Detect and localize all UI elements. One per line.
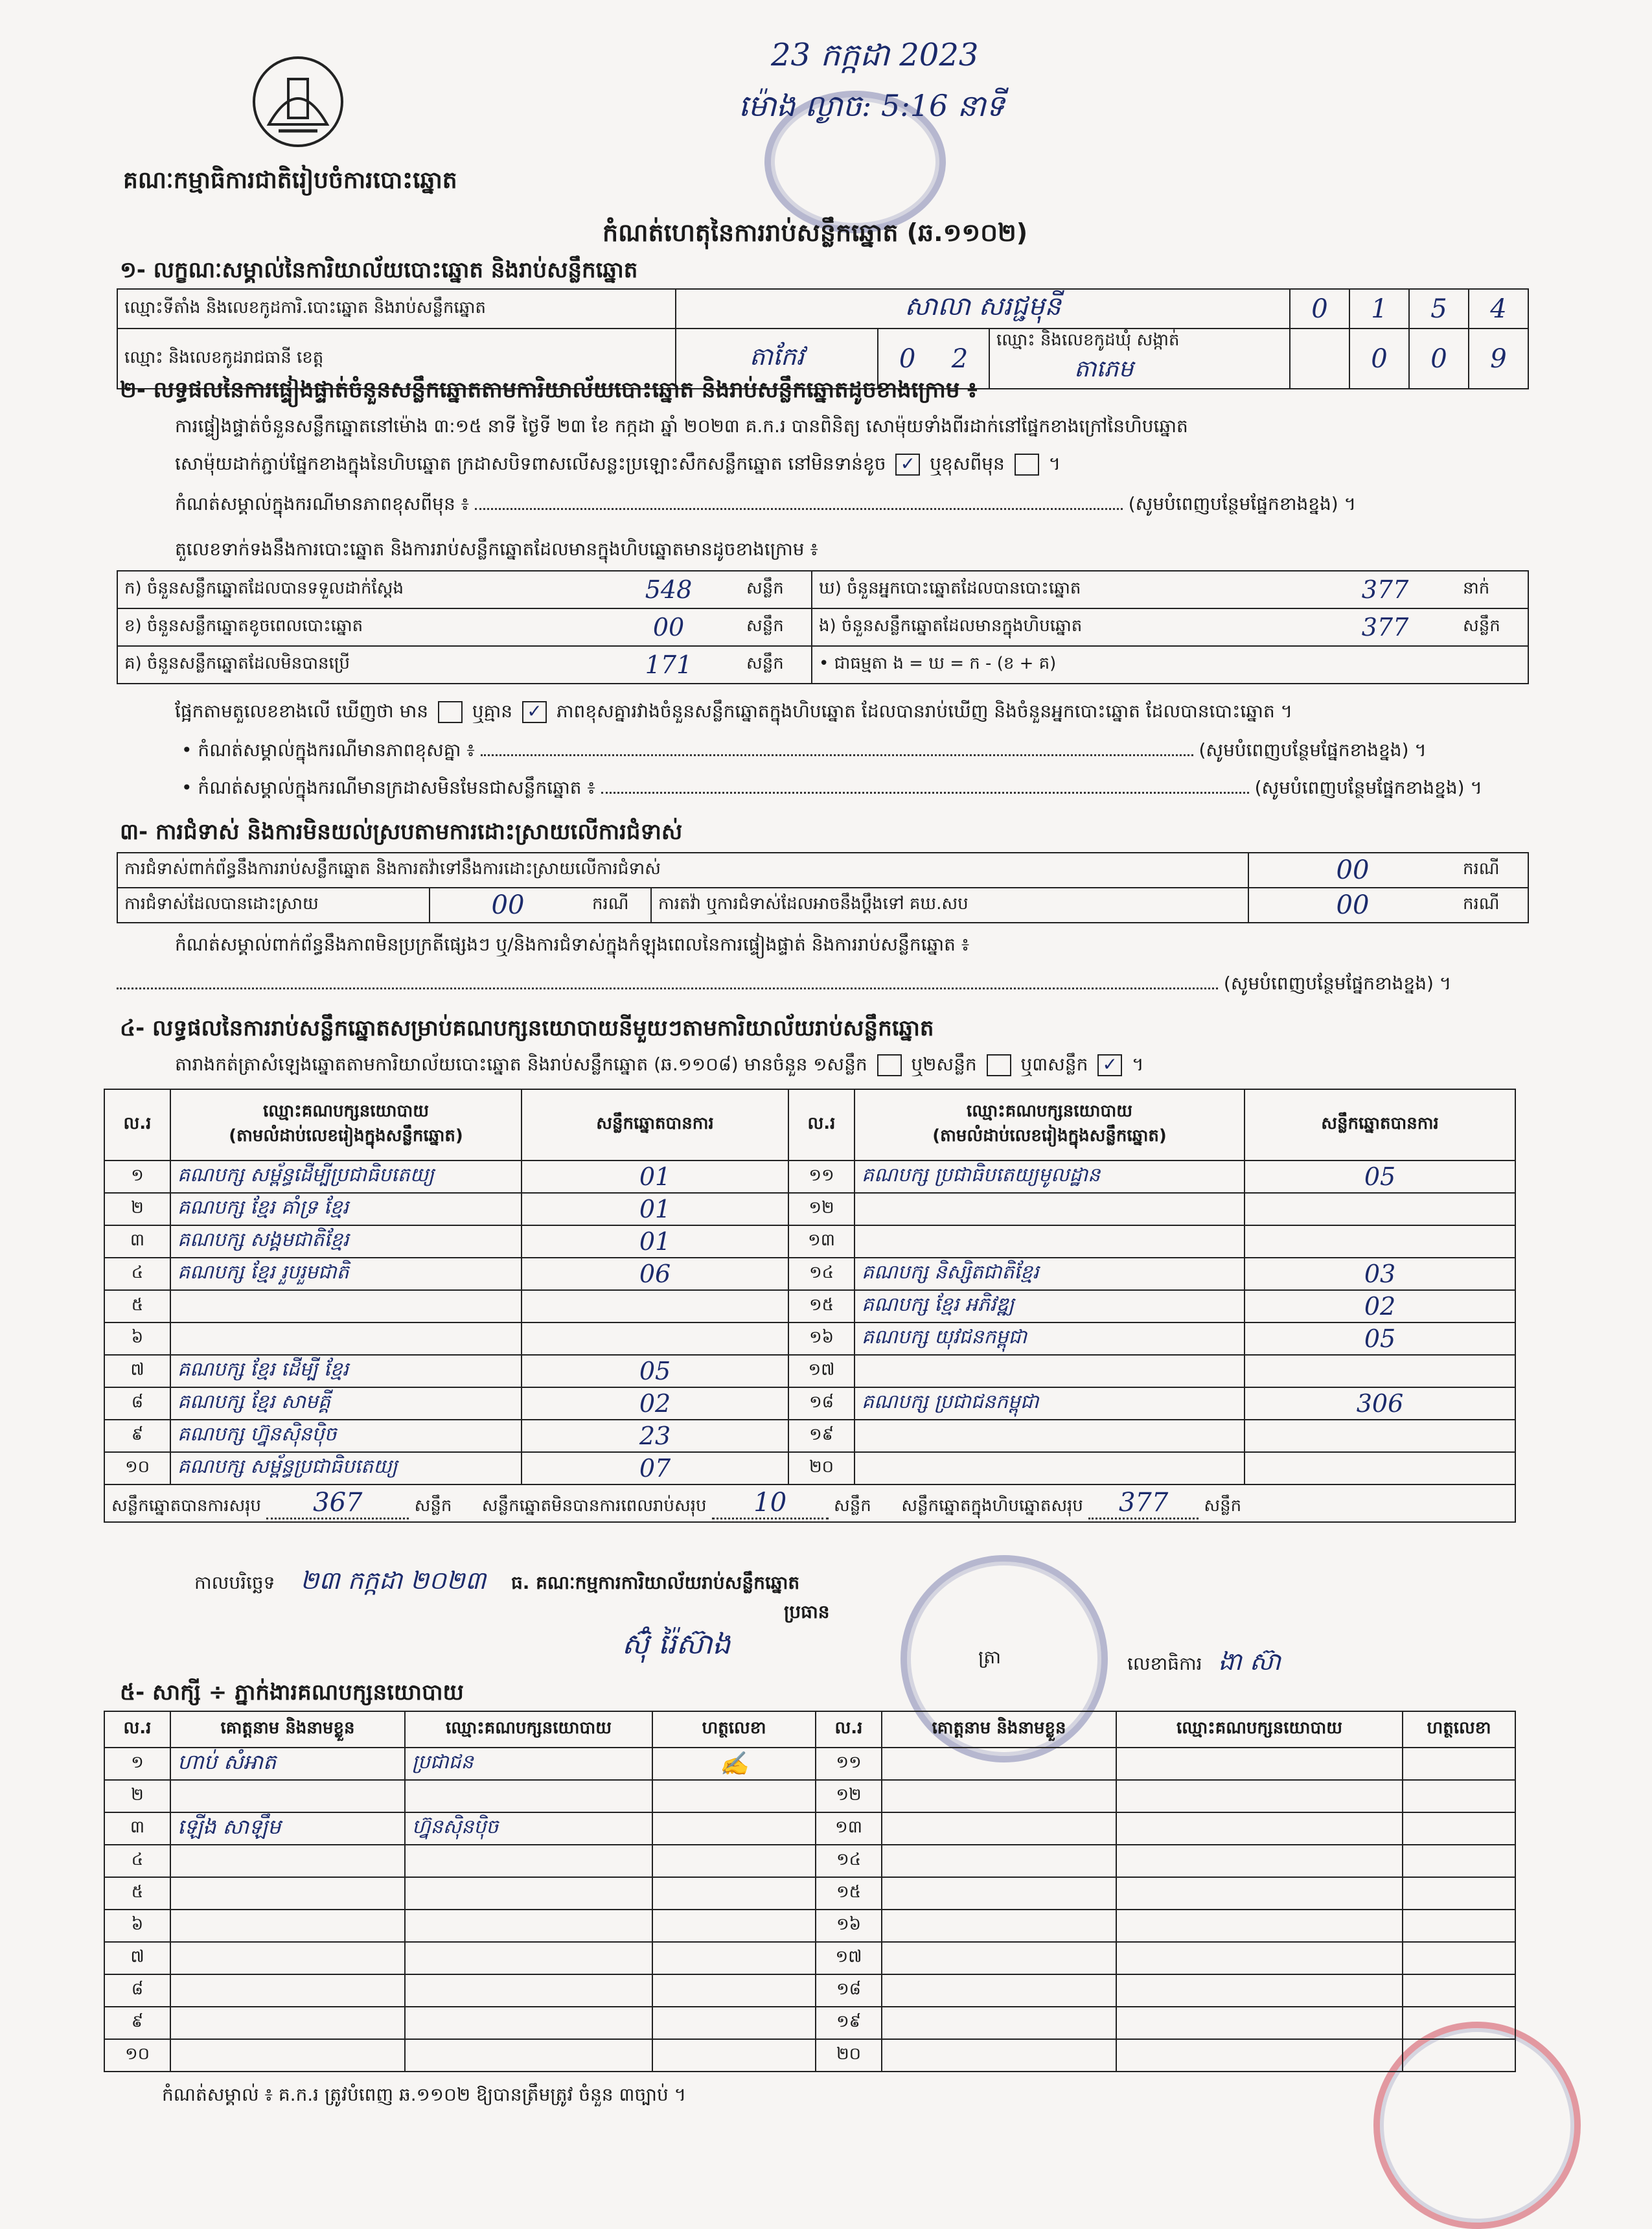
party-name bbox=[855, 1355, 1245, 1387]
party-name: គណបក្ស ប្រជាធិបតេយ្យមូលដ្ឋាន bbox=[855, 1161, 1245, 1193]
witness-party bbox=[1116, 1877, 1403, 1910]
total-valid: 367 bbox=[266, 1488, 409, 1519]
counts-row bbox=[117, 571, 1528, 608]
witness-party bbox=[405, 1780, 652, 1812]
w-col-party-right: ឈ្មោះគណបក្សនយោបាយ bbox=[1116, 1711, 1403, 1748]
table-row bbox=[104, 1258, 1515, 1290]
col-votes-right: សន្លឹកឆ្នោតបានការ bbox=[1245, 1089, 1515, 1161]
section2-para2-text: សោម៉ុយដាក់ភ្ជាប់ផ្នែកខាងក្នុងនៃហិបឆ្នោត ក្រដាសបិទពាសលើសន្លះប្រឡោះសឹកសន្លឹកឆ្នោត នៅមិនទាន់ខូច bbox=[175, 453, 886, 474]
note3-label: • កំណត់សម្គាល់ក្នុងករណីមានក្រដាសមិនមែនជាសន្លឹកឆ្នោត ៖ bbox=[181, 777, 595, 798]
count-unit-b: នាក់ bbox=[1456, 571, 1528, 608]
compare-label: ផ្អែកតាមតួលេខខាងលើ ឃើញថា មាន bbox=[175, 700, 429, 722]
count-unit-b: សន្លឹក bbox=[1456, 608, 1528, 646]
total-invalid: 10 bbox=[712, 1488, 829, 1519]
witness-party bbox=[1116, 1845, 1403, 1877]
table-row bbox=[104, 1290, 1515, 1322]
w-col-no-left: ល.រ bbox=[104, 1711, 170, 1748]
party-name bbox=[855, 1225, 1245, 1258]
witness-name bbox=[170, 1974, 405, 2007]
party-name bbox=[855, 1420, 1245, 1452]
commune-code-2: 0 bbox=[1409, 329, 1469, 389]
table-row bbox=[104, 1225, 1515, 1258]
section3-note: កំណត់សម្គាល់ពាក់ព័ន្ធនឹងភាពមិនប្រក្រតីផ្សេងៗ ឬ/និងការជំទាស់ក្នុងកំឡុងពេលនៃការផ្ទៀងផ្ទាត់ និងការរាប់សន្លឹកឆ្នោត ៖ bbox=[175, 934, 970, 955]
col-party-left-title: ឈ្មោះគណបក្សនយោបាយ bbox=[263, 1102, 429, 1121]
party-votes: 03 bbox=[1245, 1258, 1515, 1290]
table-row bbox=[104, 2007, 1515, 2039]
objection-row1-unit: ករណី bbox=[1456, 853, 1528, 888]
secretary-line bbox=[1127, 1646, 1281, 1682]
witness-signature bbox=[1403, 1780, 1515, 1812]
done-date: ២៣ កក្កដា ២០២៣ bbox=[300, 1566, 487, 1595]
party-no: ១០ bbox=[104, 1452, 170, 1484]
witness-name bbox=[170, 1780, 405, 1812]
party-no: ១៨ bbox=[788, 1387, 855, 1420]
witness-name bbox=[170, 1942, 405, 1974]
party-votes bbox=[522, 1322, 788, 1355]
party-votes bbox=[1245, 1420, 1515, 1452]
party-no: ១៩ bbox=[788, 1420, 855, 1452]
location-code-1: 0 bbox=[1290, 289, 1349, 329]
party-no: ១ bbox=[104, 1161, 170, 1193]
section2-para1: ការផ្ទៀងផ្ទាត់ចំនួនសន្លឹកឆ្នោតនៅម៉ោង ៣:១៥ នាទី ថ្ងៃទី ២៣ ខែ កក្កដា ឆ្នាំ ២០២៣ គ.ក.រ បានពិនិត្យ សោម៉ុយទាំងពីរដាក់នៅផ្នែកខាងក្រៅនៃហិបឆ្នោត bbox=[175, 415, 1188, 437]
objection-row2-value-b: 00 bbox=[1248, 888, 1456, 923]
seal-label: ត្រា bbox=[978, 1646, 1001, 1668]
party-name: គណបក្ស ហ្វ៊ុនស៊ិនប៉ិច bbox=[170, 1420, 522, 1452]
party-no: ១៧ bbox=[788, 1355, 855, 1387]
objection-row2-unit-b: ករណី bbox=[1456, 888, 1528, 923]
witness-name bbox=[882, 1748, 1116, 1780]
table-row bbox=[104, 1387, 1515, 1420]
count-unit: សន្លឹក bbox=[740, 571, 812, 608]
witness-no: ១៣ bbox=[816, 1812, 882, 1845]
section4-title: ៤- លទ្ធផលនៃការរាប់សន្លឹកឆ្នោតសម្រាប់គណបក្សនយោបាយនីមួយៗតាមការិយាល័យរាប់សន្លឹកឆ្នោត bbox=[120, 1015, 934, 1041]
count-value-b: 377 bbox=[1314, 608, 1456, 646]
witness-party bbox=[1116, 1942, 1403, 1974]
note1-field[interactable] bbox=[475, 508, 1123, 510]
location-code-3: 5 bbox=[1409, 289, 1469, 329]
section4-intro: តារាងកត់ត្រាសំឡេងឆ្នោតតាមការិយាល័យបោះឆ្នោត និងរាប់សន្លឹកឆ្នោត (ឆ.១១០៨) មានចំនួន ១សន្លឹក ឬ២សន្លឹក ឬ៣សន្លឹក ✓ ។ bbox=[175, 1054, 1144, 1075]
party-no: ១៥ bbox=[788, 1290, 855, 1322]
party-name: គណបក្ស ខ្មែរ អភិវឌ្ឍ bbox=[855, 1290, 1245, 1322]
table-row bbox=[104, 1910, 1515, 1942]
witness-no: ៤ bbox=[104, 1845, 170, 1877]
party-name: គណបក្ស ខ្មែរ គាំទ្រ ខ្មែរ bbox=[170, 1193, 522, 1225]
witness-no: ១ bbox=[104, 1748, 170, 1780]
count-label-b: ង) ចំនួនសន្លឹកឆ្នោតដែលមានក្នុងហិបឆ្នោត bbox=[812, 608, 1314, 646]
w-col-name-right: គោត្តនាម និងនាមខ្លួន bbox=[882, 1711, 1116, 1748]
party-votes bbox=[522, 1290, 788, 1322]
party-name: គណបក្ស សម្ព័ន្ធប្រជាធិបតេយ្យ bbox=[170, 1452, 522, 1484]
witness-no: ១២ bbox=[816, 1780, 882, 1812]
section3-fill: (សូមបំពេញបន្ថែមផ្នែកខាងខ្នង) ។ bbox=[1223, 973, 1452, 994]
seal-intact-checkbox[interactable]: ✓ bbox=[895, 454, 920, 476]
count-value: 548 bbox=[597, 571, 740, 608]
witness-party bbox=[405, 1845, 652, 1877]
section2-compare bbox=[175, 700, 1292, 726]
witness-name bbox=[882, 2039, 1116, 2072]
party-no: ៩ bbox=[104, 1420, 170, 1452]
col-party-right bbox=[855, 1089, 1245, 1161]
w-col-sign-right: ហត្ថលេខា bbox=[1403, 1711, 1515, 1748]
secretary-name: ងា ស៊ា bbox=[1218, 1647, 1281, 1676]
w-col-sign-left: ហត្ថលេខា bbox=[652, 1711, 816, 1748]
objection-row2-unit: ករណី bbox=[586, 888, 651, 923]
party-name: គណបក្ស សម្ព័ន្ធដើម្បីប្រជាធិបតេយ្យ bbox=[170, 1161, 522, 1193]
note2-label: • កំណត់សម្គាល់ក្នុងករណីមានភាពខុសគ្នា ៖ bbox=[181, 739, 475, 761]
party-name bbox=[855, 1193, 1245, 1225]
table-row bbox=[104, 1748, 1515, 1780]
chair-signature: ស៊ុំ រ៉ៃស៊ាង bbox=[622, 1628, 731, 1661]
witness-no: ១៥ bbox=[816, 1877, 882, 1910]
total-box-unit: សន្លឹក bbox=[1204, 1496, 1242, 1516]
count-label: គ) ចំនួនសន្លឹកឆ្នោតដែលមិនបានប្រើ bbox=[117, 646, 597, 684]
two-sheets-checkbox[interactable] bbox=[987, 1054, 1011, 1076]
witness-no: ១៦ bbox=[816, 1910, 882, 1942]
witness-no: ១៩ bbox=[816, 2007, 882, 2039]
table-row bbox=[104, 1193, 1515, 1225]
committee-name: គណៈកម្មាធិការជាតិរៀបចំការបោះឆ្នោត bbox=[123, 167, 457, 194]
commune-code-1: 0 bbox=[1349, 329, 1409, 389]
party-name: គណបក្ស និស្សិតជាតិខ្មែរ bbox=[855, 1258, 1245, 1290]
handwritten-date: 23 កក្កដា 2023 bbox=[771, 37, 979, 73]
witness-signature bbox=[1403, 1942, 1515, 1974]
witness-name bbox=[170, 1910, 405, 1942]
no-difference-checkbox[interactable]: ✓ bbox=[522, 701, 547, 723]
objection-row2-value: 00 bbox=[430, 888, 586, 923]
location-code-4: 4 bbox=[1469, 289, 1528, 329]
table-row bbox=[104, 1161, 1515, 1193]
witness-signature bbox=[1403, 1877, 1515, 1910]
witness-name bbox=[882, 1942, 1116, 1974]
witness-party bbox=[1116, 1812, 1403, 1845]
commune-label-text: ឈ្មោះ និងលេខកូដឃុំ សង្កាត់ bbox=[996, 330, 1180, 350]
col-no-left: ល.រ bbox=[104, 1089, 170, 1161]
col-party-left bbox=[170, 1089, 522, 1161]
party-votes: 07 bbox=[522, 1452, 788, 1484]
table-row bbox=[104, 1322, 1515, 1355]
counts-row bbox=[117, 608, 1528, 646]
count-value: 171 bbox=[597, 646, 740, 684]
party-votes: 05 bbox=[522, 1355, 788, 1387]
objection-table bbox=[117, 852, 1529, 923]
done-line bbox=[194, 1565, 799, 1601]
intro-text: តារាងកត់ត្រាសំឡេងឆ្នោតតាមការិយាល័យបោះឆ្នោត និងរាប់សន្លឹកឆ្នោត (ឆ.១១០៨) មានចំនួន ១សន្លឹក bbox=[175, 1054, 867, 1075]
footer-note: កំណត់សម្គាល់ ៖ គ.ក.រ ត្រូវបំពេញ ឆ.១១០២ ឱ្យបានត្រឹមត្រូវ ចំនួន ៣ច្បាប់ ។ bbox=[162, 2084, 687, 2105]
count-label-b: • ជាធម្មតា ង = ឃ = ក - (ខ + គ) bbox=[812, 646, 1314, 684]
table-row bbox=[104, 1812, 1515, 1845]
witness-no: ៣ bbox=[104, 1812, 170, 1845]
two-sheets-label: ឬ២សន្លឹក bbox=[911, 1054, 977, 1075]
section2-title: ២- លទ្ធផលនៃការផ្ទៀងផ្ទាត់ចំនួនសន្លឹកឆ្នោតតាមការិយាល័យបោះឆ្នោត និងរាប់សន្លឹកឆ្នោតដូចខាងក្រោម ៖ bbox=[120, 377, 978, 403]
total-valid-label: សន្លឹកឆ្នោតបានការសរុប bbox=[111, 1496, 262, 1516]
party-no: ១៦ bbox=[788, 1322, 855, 1355]
witness-name bbox=[882, 2007, 1116, 2039]
witness-signature bbox=[652, 2039, 816, 2072]
party-name bbox=[170, 1322, 522, 1355]
note2-field[interactable] bbox=[481, 754, 1193, 756]
count-label: ខ) ចំនួនសន្លឹកឆ្នោតខូចពេលបោះឆ្នោត bbox=[117, 608, 597, 646]
party-no: ៨ bbox=[104, 1387, 170, 1420]
witness-name bbox=[882, 1910, 1116, 1942]
witness-name: ហាប់ សំអាត bbox=[170, 1748, 405, 1780]
witness-party bbox=[1116, 1748, 1403, 1780]
witness-party bbox=[405, 1942, 652, 1974]
compare-text: ភាពខុសគ្នារវាងចំនួនសន្លឹកឆ្នោតក្នុងហិបឆ្នោត ដែលបានរាប់ឃើញ និងចំនួនអ្នកបោះឆ្នោត ដែលបានបោះឆ្នោត ។ bbox=[556, 700, 1293, 722]
table-row bbox=[104, 2039, 1515, 2072]
col-party-right-sub: (តាមលំដាប់លេខរៀងក្នុងសន្លឹកឆ្នោត) bbox=[932, 1126, 1167, 1146]
objection-row1-label: ការជំទាស់ពាក់ព័ន្ធនឹងការរាប់សន្លឹកឆ្នោត និងការតវ៉ាទៅនឹងការដោះស្រាយលើការជំទាស់ bbox=[117, 853, 1248, 888]
witness-party bbox=[405, 2007, 652, 2039]
witness-party: ប្រជាជន bbox=[405, 1748, 652, 1780]
party-votes: 01 bbox=[522, 1193, 788, 1225]
witness-party bbox=[405, 1910, 652, 1942]
has-difference-checkbox[interactable] bbox=[438, 701, 463, 723]
witness-signature bbox=[652, 1845, 816, 1877]
w-col-party-left: ឈ្មោះគណបក្សនយោបាយ bbox=[405, 1711, 652, 1748]
party-no: ២ bbox=[104, 1193, 170, 1225]
national-emblem-icon bbox=[249, 53, 347, 150]
table-row bbox=[104, 1974, 1515, 2007]
objection-row2-label: ការជំទាស់ដែលបានដោះស្រាយ bbox=[117, 888, 430, 923]
col-no-right: ល.រ bbox=[788, 1089, 855, 1161]
section5-title: ៥- សាក្សី ÷ ភ្នាក់ងារគណបក្សនយោបាយ bbox=[120, 1680, 464, 1705]
count-label: ក) ចំនួនសន្លឹកឆ្នោតដែលបានទទួលដាក់ស្តែង bbox=[117, 571, 597, 608]
col-party-left-sub: (តាមលំដាប់លេខរៀងក្នុងសន្លឹកឆ្នោត) bbox=[229, 1126, 463, 1146]
witness-signature: ✍ bbox=[652, 1748, 816, 1780]
chair-label: ប្រធាន bbox=[784, 1601, 830, 1623]
location-code-2: 1 bbox=[1349, 289, 1409, 329]
witness-signature bbox=[1403, 2039, 1515, 2072]
witness-no: ៨ bbox=[104, 1974, 170, 2007]
note3-field[interactable] bbox=[601, 792, 1249, 794]
results-table bbox=[104, 1089, 1516, 1523]
party-no: ៣ bbox=[104, 1225, 170, 1258]
party-name: គណបក្ស យុវជនកម្ពុជា bbox=[855, 1322, 1245, 1355]
party-votes: 01 bbox=[522, 1225, 788, 1258]
table-row bbox=[104, 1942, 1515, 1974]
note2-fill: (សូមបំពេញបន្ថែមផ្នែកខាងខ្នង) ។ bbox=[1199, 739, 1427, 761]
secretary-label: លេខាធិការ bbox=[1127, 1653, 1202, 1674]
witness-signature bbox=[1403, 1748, 1515, 1780]
w-col-no-right: ល.រ bbox=[816, 1711, 882, 1748]
total-invalid-label: សន្លឹកឆ្នោតមិនបានការពេលរាប់សរុប bbox=[481, 1496, 707, 1516]
section3-title: ៣- ការជំទាស់ និងការមិនយល់ស្របតាមការដោះស្រាយលើការជំទាស់ bbox=[120, 819, 683, 845]
table-row bbox=[104, 1780, 1515, 1812]
witness-signature bbox=[1403, 1845, 1515, 1877]
witness-party bbox=[1116, 1974, 1403, 2007]
witness-signature bbox=[652, 1780, 816, 1812]
party-name: គណបក្ស ខ្មែរ ដើម្បី ខ្មែរ bbox=[170, 1355, 522, 1387]
witness-signature bbox=[1403, 2007, 1515, 2039]
count-unit: សន្លឹក bbox=[740, 646, 812, 684]
witness-party bbox=[405, 1974, 652, 2007]
handwritten-time: ម៉ោង ល្ងាច: 5:16 នាទី bbox=[739, 88, 1005, 123]
witness-name bbox=[882, 1974, 1116, 2007]
witness-no: ២ bbox=[104, 1780, 170, 1812]
three-sheets-label: ឬ៣សន្លឹក bbox=[1020, 1054, 1088, 1075]
table-row bbox=[104, 1355, 1515, 1387]
board-label: ធ. គណៈកម្មការការិយាល័យរាប់សន្លឹកឆ្នោត bbox=[511, 1572, 800, 1593]
party-votes: 02 bbox=[1245, 1290, 1515, 1322]
witness-no: ១០ bbox=[104, 2039, 170, 2072]
witness-name bbox=[170, 1845, 405, 1877]
objection-row2-label-b: ការតវ៉ា ឬការជំទាស់ដែលអាចនឹងប្តឹងទៅ គឃ.សប bbox=[651, 888, 1248, 923]
count-value-b: 377 bbox=[1314, 571, 1456, 608]
col-votes-left: សន្លឹកឆ្នោតបានការ bbox=[522, 1089, 788, 1161]
section1-table bbox=[117, 288, 1529, 389]
total-box: 377 bbox=[1088, 1488, 1199, 1519]
table-row bbox=[104, 1420, 1515, 1452]
witness-party bbox=[1116, 1910, 1403, 1942]
witness-party bbox=[1116, 1780, 1403, 1812]
witness-no: ២០ bbox=[816, 2039, 882, 2072]
witness-signature bbox=[1403, 1910, 1515, 1942]
count-unit: សន្លឹក bbox=[740, 608, 812, 646]
party-votes: 01 bbox=[522, 1161, 788, 1193]
section2-para3: តួលេខទាក់ទងនឹងការបោះឆ្នោត និងការរាប់សន្លឹកឆ្នោតដែលមានក្នុងហិបឆ្នោតមានដូចខាងក្រោម ៖ bbox=[175, 538, 818, 560]
section2-note2 bbox=[181, 739, 1427, 765]
commune-value: តាភេម bbox=[1074, 356, 1134, 382]
witness-signature bbox=[652, 1910, 816, 1942]
party-no: ៦ bbox=[104, 1322, 170, 1355]
totals-row bbox=[104, 1484, 1515, 1522]
one-sheet-checkbox[interactable] bbox=[877, 1054, 902, 1076]
table-row bbox=[104, 1877, 1515, 1910]
party-no: ៤ bbox=[104, 1258, 170, 1290]
table-row bbox=[104, 1452, 1515, 1484]
witness-table bbox=[104, 1711, 1516, 2072]
witness-name bbox=[882, 1812, 1116, 1845]
witness-no: ៥ bbox=[104, 1877, 170, 1910]
witness-no: ១១ bbox=[816, 1748, 882, 1780]
party-no: ៧ bbox=[104, 1355, 170, 1387]
witness-no: ៧ bbox=[104, 1942, 170, 1974]
commune-code-blank bbox=[1290, 329, 1349, 389]
province-code-1: 0 bbox=[899, 343, 916, 374]
witness-signature bbox=[652, 1942, 816, 1974]
commune-label bbox=[989, 329, 1290, 389]
witness-signature bbox=[652, 1877, 816, 1910]
party-no: ១២ bbox=[788, 1193, 855, 1225]
party-votes: 306 bbox=[1245, 1387, 1515, 1420]
party-name bbox=[170, 1290, 522, 1322]
party-name bbox=[855, 1452, 1245, 1484]
no-difference-label: ឬគ្មាន bbox=[472, 700, 513, 722]
witness-signature bbox=[652, 1812, 816, 1845]
witness-name: ឡើង សាឡឹម bbox=[170, 1812, 405, 1845]
witness-no: ៦ bbox=[104, 1910, 170, 1942]
party-name: គណបក្ស សង្គមជាតិខ្មែរ bbox=[170, 1225, 522, 1258]
commune-code-3: 9 bbox=[1469, 329, 1528, 389]
party-votes: 05 bbox=[1245, 1322, 1515, 1355]
table-row bbox=[104, 1845, 1515, 1877]
witness-signature bbox=[1403, 1812, 1515, 1845]
party-votes: 02 bbox=[522, 1387, 788, 1420]
total-invalid-unit: សន្លឹក bbox=[834, 1496, 871, 1516]
witness-no: ១៤ bbox=[816, 1845, 882, 1877]
section3-note-field[interactable] bbox=[117, 987, 1218, 989]
count-value: 00 bbox=[597, 608, 740, 646]
party-no: ៥ bbox=[104, 1290, 170, 1322]
section2-para2: សោម៉ុយដាក់ភ្ជាប់ផ្នែកខាងក្នុងនៃហិបឆ្នោត ក្រដាសបិទពាសលើសន្លះប្រឡោះសឹកសន្លឹកឆ្នោត នៅមិនទាន់ខូច ✓ ឬខុសពីមុន ។ bbox=[175, 453, 1061, 474]
seal-changed-label: ឬខុសពីមុន bbox=[930, 453, 1005, 474]
party-votes: 06 bbox=[522, 1258, 788, 1290]
province-value: តាកែវ bbox=[676, 329, 878, 389]
total-box-label: សន្លឹកឆ្នោតក្នុងហិបឆ្នោតសរុប bbox=[901, 1496, 1083, 1516]
location-label: ឈ្មោះទីតាំង និងលេខកូដការិ.បោះឆ្នោត និងរាប់សន្លឹកឆ្នោត bbox=[117, 289, 676, 329]
witness-signature bbox=[652, 2007, 816, 2039]
section2-note1 bbox=[175, 492, 1529, 519]
witness-no: ៩ bbox=[104, 2007, 170, 2039]
witness-no: ១៧ bbox=[816, 1942, 882, 1974]
section2-note3 bbox=[181, 776, 1482, 803]
witness-name bbox=[170, 1877, 405, 1910]
counts-table bbox=[117, 570, 1529, 684]
party-votes bbox=[1245, 1193, 1515, 1225]
party-no: ១៤ bbox=[788, 1258, 855, 1290]
party-name: គណបក្ស ខ្មែរ សាមគ្គី bbox=[170, 1387, 522, 1420]
party-votes: 23 bbox=[522, 1420, 788, 1452]
witness-name bbox=[882, 1877, 1116, 1910]
party-no: ១១ bbox=[788, 1161, 855, 1193]
count-unit-b bbox=[1456, 646, 1528, 684]
witness-signature bbox=[1403, 1974, 1515, 2007]
count-label-b: ឃ) ចំនួនអ្នកបោះឆ្នោតដែលបានបោះឆ្នោត bbox=[812, 571, 1314, 608]
witness-party bbox=[1116, 2007, 1403, 2039]
w-col-name-left: គោត្តនាម និងនាមខ្លួន bbox=[170, 1711, 405, 1748]
party-votes bbox=[1245, 1355, 1515, 1387]
col-party-right-title: ឈ្មោះគណបក្សនយោបាយ bbox=[967, 1102, 1132, 1121]
counts-row bbox=[117, 646, 1528, 684]
party-no: ២០ bbox=[788, 1452, 855, 1484]
witness-no: ១៨ bbox=[816, 1974, 882, 2007]
note1-label: កំណត់សម្គាល់ក្នុងករណីមានភាពខុសពីមុន ៖ bbox=[175, 493, 469, 514]
party-name: គណបក្ស ប្រជាជនកម្ពុជា bbox=[855, 1387, 1245, 1420]
witness-signature bbox=[652, 1974, 816, 2007]
witness-name bbox=[170, 2039, 405, 2072]
party-name: គណបក្ស ខ្មែរ រួបរួមជាតិ bbox=[170, 1258, 522, 1290]
done-label: កាលបរិច្ឆេទ bbox=[194, 1572, 275, 1593]
party-no: ១៣ bbox=[788, 1225, 855, 1258]
witness-name bbox=[882, 1780, 1116, 1812]
witness-party bbox=[1116, 2039, 1403, 2072]
total-valid-unit: សន្លឹក bbox=[414, 1496, 452, 1516]
section1-title: ១- លក្ខណៈសម្គាល់នៃការិយាល័យបោះឆ្នោត និងរាប់សន្លឹកឆ្នោត bbox=[120, 257, 638, 283]
province-code-2: 2 bbox=[951, 343, 969, 374]
section3-note-line bbox=[117, 972, 1451, 999]
seal-changed-checkbox[interactable] bbox=[1015, 454, 1039, 476]
location-value: សាលា សរជ្ជមុនី bbox=[676, 289, 1290, 329]
witness-party bbox=[405, 1877, 652, 1910]
form-title: កំណត់ហេតុនៃការរាប់សន្លឹកឆ្នោត (ឆ.១១០២) bbox=[602, 218, 1028, 247]
witness-name bbox=[882, 1845, 1116, 1877]
note3-fill: (សូមបំពេញបន្ថែមផ្នែកខាងខ្នង) ។ bbox=[1254, 777, 1482, 798]
count-value-b bbox=[1314, 646, 1456, 684]
witness-name bbox=[170, 2007, 405, 2039]
party-votes bbox=[1245, 1452, 1515, 1484]
objection-row1-value: 00 bbox=[1248, 853, 1456, 888]
note1-fill: (សូមបំពេញបន្ថែមផ្នែកខាងខ្នង) ។ bbox=[1128, 493, 1357, 514]
three-sheets-checkbox[interactable]: ✓ bbox=[1097, 1054, 1122, 1076]
province-label: ឈ្មោះ និងលេខកូដរាជធានី ខេត្ត bbox=[117, 329, 676, 389]
party-votes bbox=[1245, 1225, 1515, 1258]
witness-party: ហ្វ៊ុនស៊ិនប៉ិច bbox=[405, 1812, 652, 1845]
party-votes: 05 bbox=[1245, 1161, 1515, 1193]
witness-party bbox=[405, 2039, 652, 2072]
